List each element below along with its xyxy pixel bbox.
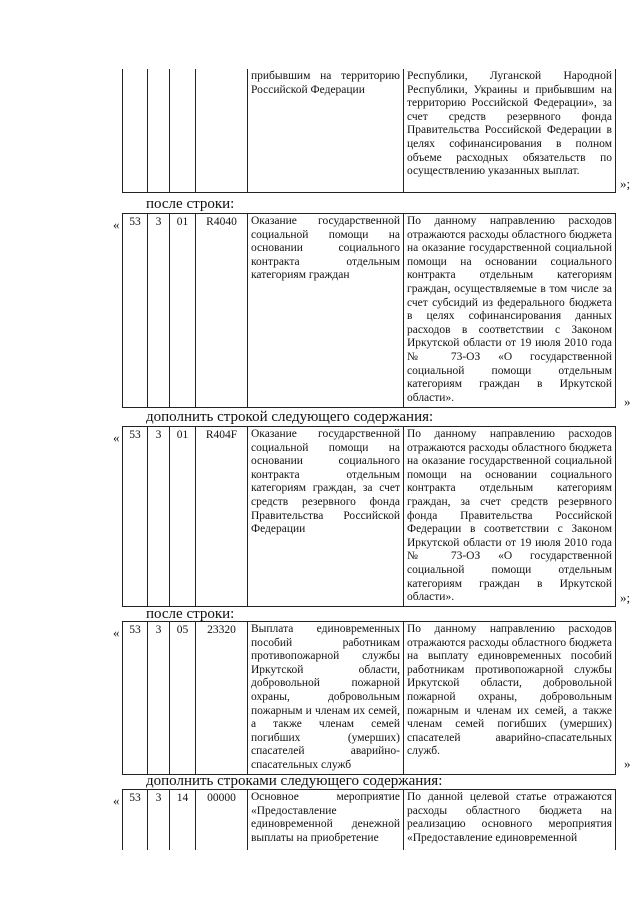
code-event [170, 69, 196, 192]
table-row [123, 790, 616, 850]
code-direction: 23320 [196, 622, 248, 775]
open-quote: « [113, 430, 120, 445]
table-row [123, 214, 616, 408]
table-row [123, 69, 616, 192]
row-name: прибывшим на территорию Российской Федерации [248, 69, 404, 192]
code-program [123, 69, 148, 192]
table-row [123, 622, 616, 775]
row-description: Республики, Луганской Народной Республики, Украины и прибывшим на территорию Российской Федерации», за счет средств резервного фонда Правительства Российской Федерации в целях софинансирования в полном объеме расходных обязательств по осуществлению указанных выплат. [404, 69, 616, 192]
code-direction: R404F [196, 427, 248, 607]
code-event: 01 [170, 214, 196, 408]
close-quote: » [624, 394, 631, 409]
close-quote: » [624, 756, 631, 771]
section-heading: дополнить строкой следующего содержания: [146, 409, 434, 425]
close-quote: »; [620, 176, 631, 191]
close-quote: »; [620, 590, 631, 605]
row-description: По данному направлению расходов отражаются расходы областного бюджета на выплату единовременных пособий работникам противопожарной службы Иркутской области, добровольной пожарной охраны, добровольным пожарным и членам их семей, а также членам семей погибших (умерших) спасателей аварийно-спасательных служб. [404, 622, 616, 775]
row-name: Основное мероприятие «Предоставление единовременной денежной выплаты на приобретение [248, 790, 404, 850]
budget-table [122, 621, 616, 775]
budget-table [122, 789, 616, 850]
code-program: 53 [123, 427, 148, 607]
budget-table-continued [122, 69, 616, 193]
open-quote: « [113, 625, 120, 640]
row-description: По данному направлению расходов отражаются расходы областного бюджета на оказание государственной социальной помощи на основании социального контракта отдельным категориям граждан, за счет средств резервного фонда Правительства Российской Федерации в соответствии с Законом Иркутской области от 19 июля 2010 года № 73-ОЗ «О государственной социальной помощи отдельным категориям граждан в Иркутской области». [404, 427, 616, 607]
code-direction: R4040 [196, 214, 248, 408]
row-description: По данной целевой статье отражаются расходы областного бюджета на реализацию основного мероприятия «Предоставление единовременной [404, 790, 616, 850]
code-event: 01 [170, 427, 196, 607]
code-program: 53 [123, 214, 148, 408]
code-subprogram: 3 [148, 790, 170, 850]
row-name: Выплата единовременных пособий работникам противопожарной службы Иркутской области, добровольной пожарной охраны, добровольным пожарным и членам их семей, а также членам семей погибших (умерших) спасателей аварийно-спасательных служб [248, 622, 404, 775]
section-heading: дополнить строками следующего содержания: [146, 773, 443, 789]
code-program: 53 [123, 790, 148, 850]
code-subprogram: 3 [148, 214, 170, 408]
row-name: Оказание государственной социальной помощи на основании социального контракта отдельным категориям граждан [248, 214, 404, 408]
code-subprogram: 3 [148, 622, 170, 775]
table-row [123, 427, 616, 607]
row-name: Оказание государственной социальной помощи на основании социального контракта отдельным категориям граждан, за счет средств резервного фонда Правительства Российской Федерации [248, 427, 404, 607]
section-heading: после строки: [146, 606, 235, 622]
code-direction: 00000 [196, 790, 248, 850]
section-heading: после строки: [146, 196, 235, 212]
code-program: 53 [123, 622, 148, 775]
budget-table [122, 426, 616, 607]
code-subprogram: 3 [148, 427, 170, 607]
open-quote: « [113, 217, 120, 232]
row-description: По данному направлению расходов отражаются расходы областного бюджета на оказание государственной социальной помощи на основании социального контракта отдельным категориям граждан, осуществляемые в том числе за счет субсидий из федерального бюджета в целях софинансирования данных расходов в соответствии с Законом Иркутской области от 19 июля 2010 года № 73-ОЗ «О государственной социальной помощи отдельным категориям граждан в Иркутской области». [404, 214, 616, 408]
open-quote: « [113, 793, 120, 808]
budget-table [122, 213, 616, 408]
code-event: 14 [170, 790, 196, 850]
code-direction [196, 69, 248, 192]
code-subprogram [148, 69, 170, 192]
code-event: 05 [170, 622, 196, 775]
